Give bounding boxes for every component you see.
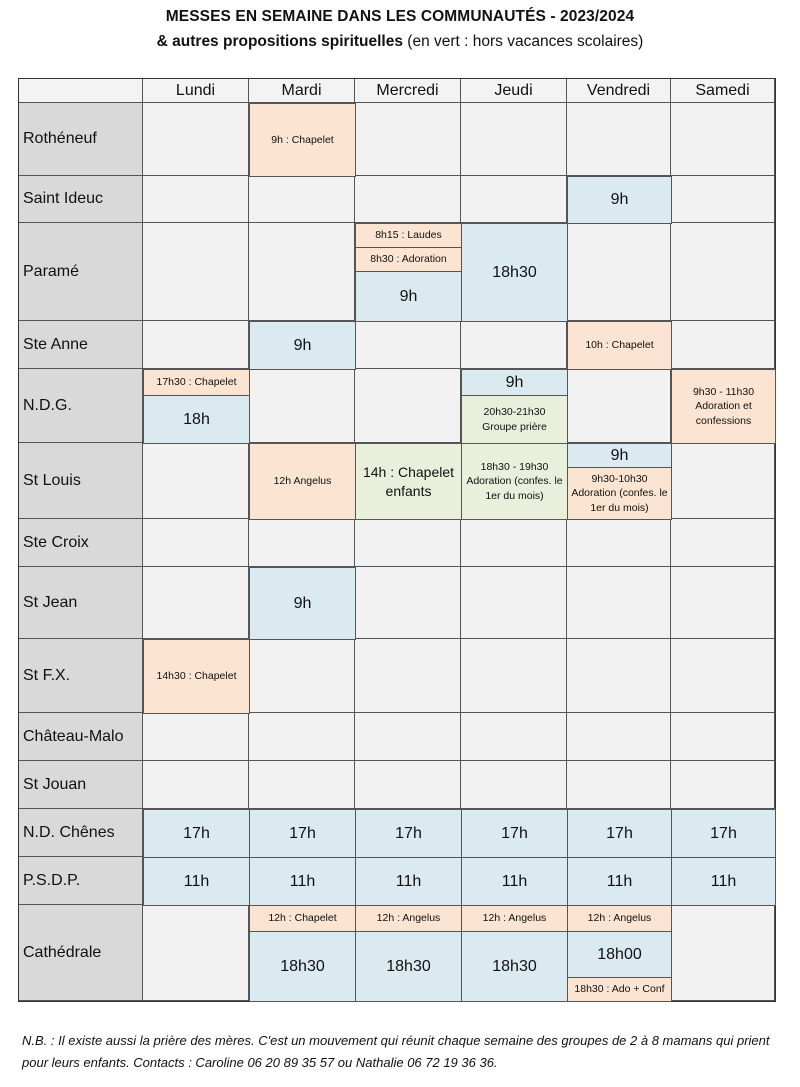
schedule-cell xyxy=(355,176,461,223)
schedule-cell xyxy=(249,713,355,761)
schedule-cell xyxy=(249,519,355,567)
event-blue xyxy=(461,809,568,858)
event-text: 11h xyxy=(606,872,633,890)
schedule-cell xyxy=(567,713,671,761)
event-text: 10h : Chapelet xyxy=(585,339,654,352)
event-text: 18h30 xyxy=(492,957,537,975)
schedule-cell xyxy=(567,223,671,321)
event-blue xyxy=(143,809,250,858)
community-label: St F.X. xyxy=(19,639,143,713)
schedule-cell xyxy=(461,103,567,176)
event-blue xyxy=(671,857,776,906)
event-blue xyxy=(461,223,568,322)
event-blue xyxy=(355,931,462,1002)
event-text: 9h30-10h30 Adoration (confes. le 1er du mois) xyxy=(571,473,668,514)
event-blue xyxy=(567,857,672,906)
community-label: Château-Malo xyxy=(19,713,143,761)
schedule-cell xyxy=(461,713,567,761)
schedule-cell xyxy=(355,713,461,761)
event-blue xyxy=(249,857,356,906)
event-blue xyxy=(461,369,568,396)
schedule-cell xyxy=(249,369,355,443)
event-text: 18h00 xyxy=(597,945,642,963)
schedule-cell xyxy=(249,223,355,321)
schedule-cell xyxy=(355,369,461,443)
event-text: 9h xyxy=(610,191,629,209)
community-label: Rothéneuf xyxy=(19,103,143,176)
event-orange xyxy=(355,905,462,932)
schedule-cell xyxy=(461,761,567,809)
footnote: N.B. : Il existe aussi la prière des mères. C'est un mouvement qui réunit chaque semaine des groupes de 2 à 8 mamans qui prient pour leurs enfants. Contacts : Caroline 06 20 89 35 57 ou Nathalie 06 72 19 36 36. xyxy=(22,1033,770,1070)
event-blue xyxy=(355,857,462,906)
event-blue xyxy=(567,443,672,468)
schedule-cell xyxy=(143,905,249,1001)
schedule-cell xyxy=(143,223,249,321)
event-text: 8h15 : Laudes xyxy=(375,229,442,242)
event-blue xyxy=(249,931,356,1002)
event-text: 12h Angelus xyxy=(273,475,332,488)
event-text: 9h xyxy=(293,594,312,612)
schedule-cell xyxy=(355,519,461,567)
page-title: MESSES EN SEMAINE DANS LES COMMUNAUTÉS - 2023/2024 xyxy=(165,8,635,25)
event-blue xyxy=(671,809,776,858)
community-label: Ste Anne xyxy=(19,321,143,369)
schedule-cell xyxy=(671,519,775,567)
event-green xyxy=(461,443,568,520)
community-label: St Louis xyxy=(19,443,143,519)
event-orange xyxy=(567,467,672,520)
schedule-cell xyxy=(671,905,775,1001)
community-label: N.D.G. xyxy=(19,369,143,443)
event-text: 18h30 xyxy=(386,957,431,975)
event-text: 9h30 - 11h30 Adoration et confessions xyxy=(692,386,755,427)
schedule-cell xyxy=(461,639,567,713)
schedule-cell xyxy=(671,443,775,519)
schedule-cell xyxy=(355,321,461,369)
schedule-cell xyxy=(249,761,355,809)
event-text: 12h : Chapelet xyxy=(268,912,337,925)
schedule-cell xyxy=(249,639,355,713)
event-text: 17h xyxy=(606,824,633,842)
event-orange xyxy=(249,905,356,932)
event-text: 17h xyxy=(710,824,737,842)
event-text: 11h xyxy=(289,872,316,890)
schedule-cell xyxy=(355,639,461,713)
event-text: 11h xyxy=(501,872,528,890)
event-orange xyxy=(461,905,568,932)
event-text: 17h30 : Chapelet xyxy=(156,376,237,389)
subtitle-bold: & autres propositions spirituelles xyxy=(156,33,403,50)
event-blue xyxy=(355,271,462,322)
day-header-lundi: Lundi xyxy=(143,79,249,103)
event-text: 20h30-21h30 Groupe prière xyxy=(482,406,547,433)
event-text: 18h30 - 19h30 Adoration (confes. le 1er du mois) xyxy=(466,461,563,502)
event-text: 18h xyxy=(183,410,210,428)
schedule-cell xyxy=(461,567,567,639)
event-text: 18h30 xyxy=(492,263,537,281)
schedule-cell xyxy=(567,761,671,809)
event-text: 14h : Chapelet enfants xyxy=(362,463,455,499)
event-text: 18h30 xyxy=(280,957,325,975)
event-blue xyxy=(461,857,568,906)
schedule-cell xyxy=(567,369,671,443)
schedule-cell xyxy=(671,761,775,809)
event-orange xyxy=(249,443,356,520)
event-orange xyxy=(567,977,672,1002)
schedule-cell xyxy=(249,176,355,223)
schedule-cell xyxy=(567,103,671,176)
event-text: 11h xyxy=(183,872,210,890)
schedule-cell xyxy=(355,103,461,176)
community-label: Ste Croix xyxy=(19,519,143,567)
schedule-cell xyxy=(671,321,775,369)
schedule-cell xyxy=(567,639,671,713)
day-header-jeudi: Jeudi xyxy=(461,79,567,103)
event-text: 12h : Angelus xyxy=(482,912,547,925)
event-orange xyxy=(143,369,250,396)
schedule-cell xyxy=(143,761,249,809)
event-orange xyxy=(355,223,462,248)
event-text: 18h30 : Ado + Conf xyxy=(574,983,665,996)
event-text: 9h xyxy=(399,287,418,305)
event-blue xyxy=(355,809,462,858)
day-header-vendredi: Vendredi xyxy=(567,79,671,103)
event-text: 17h xyxy=(289,824,316,842)
event-green xyxy=(355,443,462,520)
event-text: 9h xyxy=(610,446,629,464)
schedule-table xyxy=(18,78,776,1002)
event-text: 12h : Angelus xyxy=(376,912,441,925)
event-text: 17h xyxy=(183,824,210,842)
schedule-cell xyxy=(567,567,671,639)
event-text: 12h : Angelus xyxy=(587,912,652,925)
schedule-cell xyxy=(143,567,249,639)
event-blue xyxy=(143,857,250,906)
page-subtitle xyxy=(0,33,800,51)
schedule-cell xyxy=(671,176,775,223)
event-blue xyxy=(567,176,672,224)
event-orange xyxy=(249,103,356,177)
schedule-cell xyxy=(143,176,249,223)
schedule-cell xyxy=(143,713,249,761)
schedule-cell xyxy=(567,519,671,567)
event-text: 9h xyxy=(505,373,524,391)
event-blue xyxy=(249,809,356,858)
event-text: 11h xyxy=(395,872,422,890)
event-orange xyxy=(567,905,672,932)
day-header-mercredi: Mercredi xyxy=(355,79,461,103)
event-blue xyxy=(567,931,672,978)
event-orange xyxy=(671,369,776,444)
schedule-cell xyxy=(671,713,775,761)
event-blue xyxy=(143,395,250,444)
event-text: 17h xyxy=(501,824,528,842)
event-green xyxy=(461,395,568,444)
event-blue xyxy=(249,321,356,370)
schedule-cell xyxy=(143,103,249,176)
community-label: St Jean xyxy=(19,567,143,639)
event-text: 8h30 : Adoration xyxy=(370,253,447,266)
schedule-cell xyxy=(671,223,775,321)
event-orange xyxy=(567,321,672,370)
event-blue xyxy=(249,567,356,640)
community-label: St Jouan xyxy=(19,761,143,809)
event-text: 14h30 : Chapelet xyxy=(156,670,237,683)
schedule-cell xyxy=(671,639,775,713)
community-label: Paramé xyxy=(19,223,143,321)
schedule-cell xyxy=(143,443,249,519)
schedule-cell xyxy=(671,103,775,176)
event-orange xyxy=(143,639,250,714)
header-corner xyxy=(19,79,143,103)
event-text: 11h xyxy=(710,872,737,890)
schedule-cell xyxy=(671,567,775,639)
event-orange xyxy=(355,247,462,272)
community-label: N.D. Chênes xyxy=(19,809,143,857)
event-text: 9h xyxy=(293,336,312,354)
schedule-cell xyxy=(143,321,249,369)
event-text: 9h : Chapelet xyxy=(271,133,334,146)
event-text: 17h xyxy=(395,824,422,842)
community-label: P.S.D.P. xyxy=(19,857,143,905)
schedule-cell xyxy=(461,519,567,567)
schedule-cell xyxy=(355,567,461,639)
community-label: Saint Ideuc xyxy=(19,176,143,223)
community-label: Cathédrale xyxy=(19,905,143,1001)
event-blue xyxy=(461,931,568,1002)
schedule-cell xyxy=(461,176,567,223)
day-header-samedi: Samedi xyxy=(671,79,775,103)
schedule-cell xyxy=(143,519,249,567)
schedule-cell xyxy=(355,761,461,809)
schedule-cell xyxy=(461,321,567,369)
subtitle-rest: (en vert : hors vacances scolaires) xyxy=(402,33,644,50)
event-blue xyxy=(567,809,672,858)
day-header-mardi: Mardi xyxy=(249,79,355,103)
